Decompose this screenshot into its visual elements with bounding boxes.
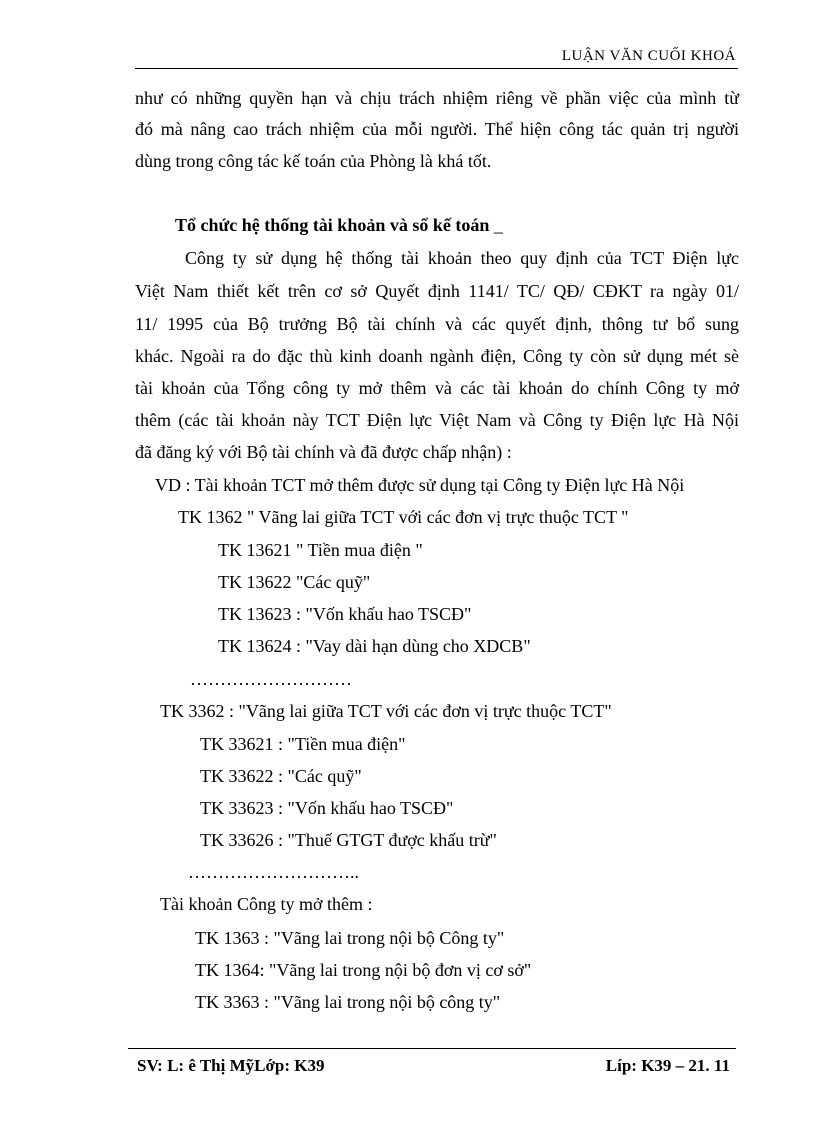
body-line: 11/ 1995 của Bộ trưởng Bộ tài chính và các quyết định, thông tư bổ sung — [135, 314, 739, 334]
tk1362-ellipsis: ……………………… — [190, 669, 352, 689]
tk3362-title: TK 3362 : "Vãng lai giữa TCT với các đơn vị trực thuộc TCT" — [160, 701, 612, 721]
body-line: Công ty sử dụng hệ thống tài khoản theo quy định của TCT Điện lực — [185, 248, 739, 268]
tk1362-item: TK 13621 " Tiền mua điện " — [218, 540, 423, 560]
header-divider — [135, 68, 738, 69]
tk1362-item: TK 13623 : "Vốn khấu hao TSCĐ" — [218, 604, 472, 624]
body-line: thêm (các tài khoản này TCT Điện lực Việt Nam và Công ty Điện lực Hà Nội — [135, 410, 739, 430]
header-title: LUẬN VĂN CUỐI KHOÁ — [561, 48, 736, 64]
company-account-item: TK 1363 : "Vãng lai trong nội bộ Công ty" — [195, 928, 505, 948]
footer-student: SV: L: ê Thị MỹLớp: K39 — [137, 1056, 325, 1075]
footer-class: Líp: K39 – 21. 11 — [605, 1056, 730, 1075]
body-line: đã đăng ký với Bộ tài chính và đã được chấp nhận) : — [135, 442, 512, 462]
tk3362-item: TK 33623 : "Vốn khấu hao TSCĐ" — [200, 798, 454, 818]
intro-line: như có những quyền hạn và chịu trách nhiệm riêng về phần việc của mình từ — [135, 88, 739, 108]
tk3362-item: TK 33626 : "Thuế GTGT được khấu trừ" — [200, 830, 497, 850]
company-account-item: TK 1364: "Vãng lai trong nội bộ đơn vị cơ sở" — [195, 960, 532, 980]
tk1362-item: TK 13624 : "Vay dài hạn dùng cho XDCB" — [218, 636, 531, 656]
tk1362-title: TK 1362 " Vãng lai giữa TCT với các đơn vị trực thuộc TCT " — [178, 507, 629, 527]
company-accounts-title: Tài khoản Công ty mở thêm : — [160, 894, 373, 914]
intro-line: dùng trong công tác kế toán của Phòng là khá tốt. — [135, 151, 492, 171]
section-heading: Tổ chức hệ thống tài khoản và sổ kế toán _ — [175, 215, 503, 235]
body-line: khác. Ngoài ra do đặc thù kinh doanh ngành điện, Công ty còn sử dụng mét sè — [135, 346, 739, 366]
example-line: VD : Tài khoản TCT mở thêm được sử dụng tại Công ty Điện lực Hà Nội — [155, 475, 685, 495]
footer-divider — [128, 1048, 736, 1049]
tk1362-item: TK 13622 "Các quỹ" — [218, 572, 371, 592]
intro-line: đó mà nâng cao trách nhiệm của mỗi người. Thể hiện công tác quản trị người — [135, 119, 739, 139]
section-heading-text: Tổ chức hệ thống tài khoản và sổ kế toán — [175, 215, 490, 235]
tk3362-item: TK 33622 : "Các quỹ" — [200, 766, 362, 786]
body-line: tài khoản của Tổng công ty mở thêm và các tài khoản do chính Công ty mở — [135, 378, 739, 398]
tk3362-item: TK 33621 : "Tiền mua điện" — [200, 734, 406, 754]
tk3362-ellipsis: ……………………….. — [188, 862, 359, 882]
company-account-item: TK 3363 : "Vãng lai trong nội bộ công ty" — [195, 992, 501, 1012]
body-line: Việt Nam thiết kết trên cơ sở Quyết định 1141/ TC/ QĐ/ CĐKT ra ngày 01/ — [135, 281, 739, 301]
